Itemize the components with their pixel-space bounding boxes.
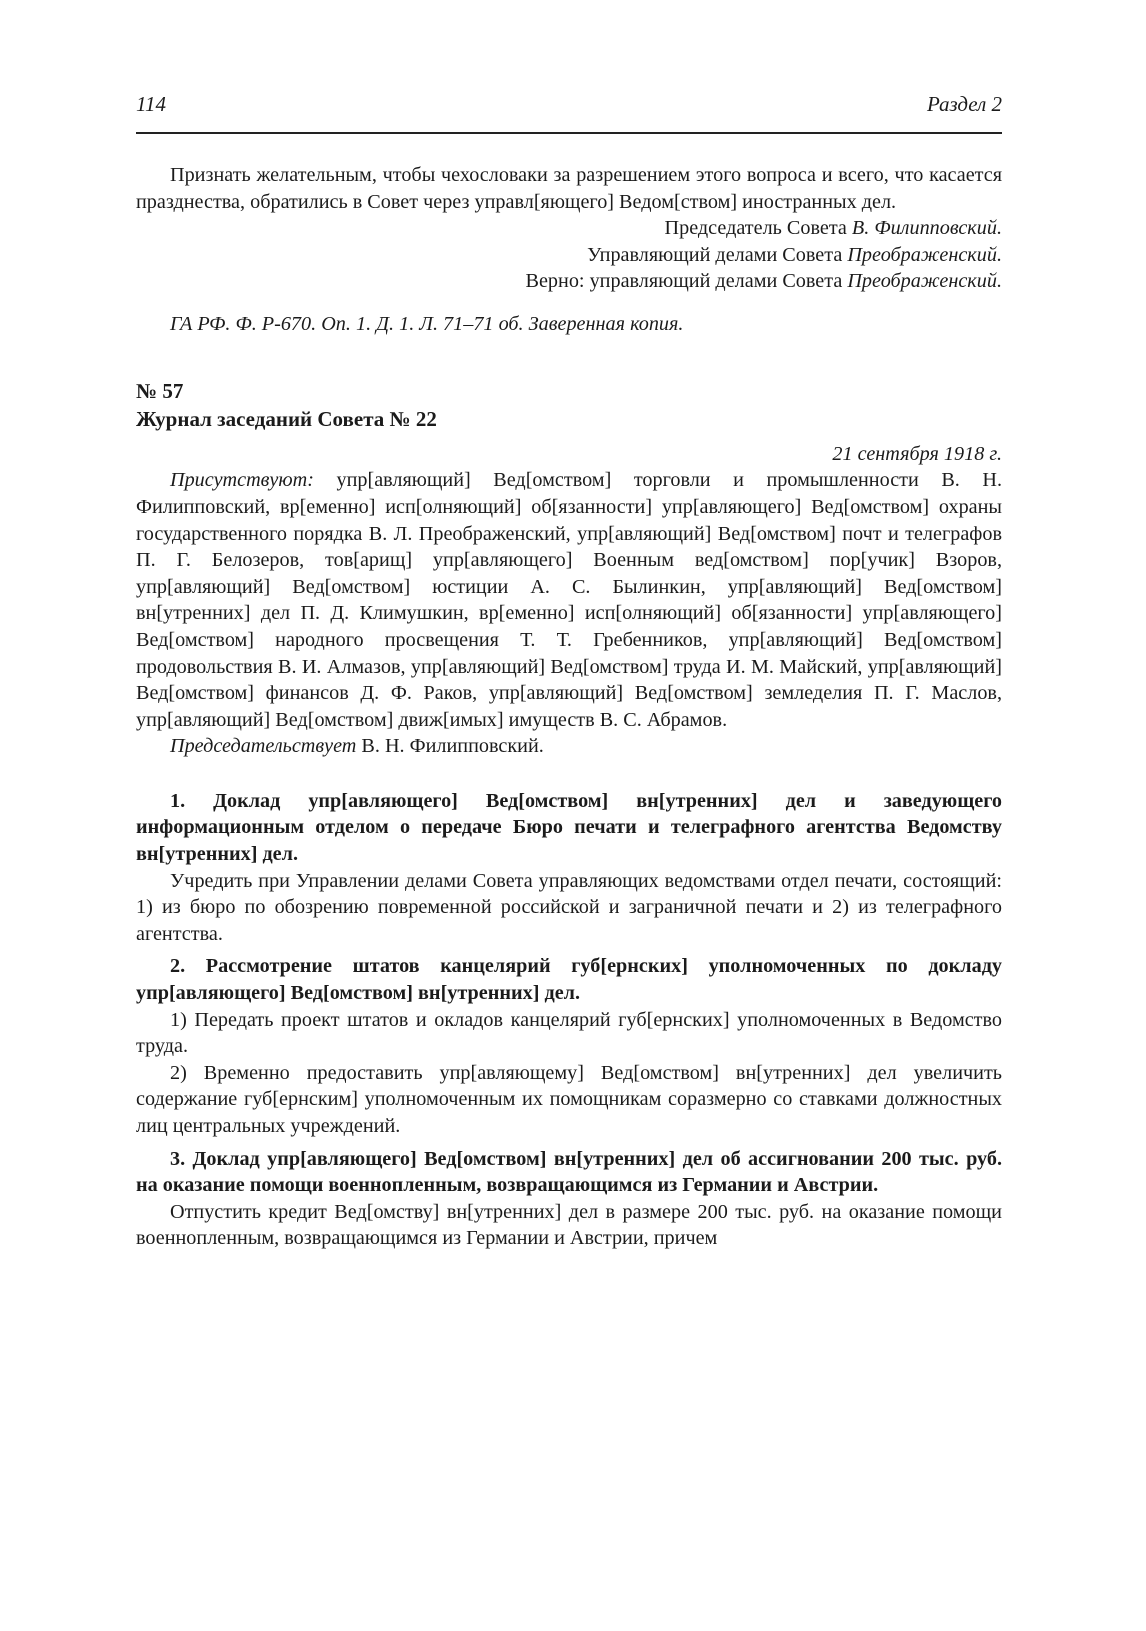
- signature-line: Председатель Совета В. Филипповский.: [664, 217, 1002, 240]
- agenda-item: [136, 953, 1002, 1139]
- document-number: № 57: [136, 378, 184, 403]
- resolution-paragraph: 2) Временно предоставить упр[авляющему] Вед[омством] вн[утренних] дел увеличить содержание губ[ернским] уполномоченным их помощникам соразмерно со ставками должностных лиц центральных учреждений.: [136, 1061, 1002, 1137]
- chair-name: В. Н. Филипповский.: [361, 735, 544, 758]
- chair-label: Председательствует: [170, 735, 357, 758]
- agenda-item: [136, 1146, 1002, 1252]
- document-title: Журнал заседаний Совета № 22: [136, 407, 437, 432]
- attendees-paragraph: [136, 467, 1002, 733]
- resolution-paragraph: 1) Передать проект штатов и окладов канцелярий губ[ернских] уполномоченных в Ведомство труда.: [136, 1008, 1002, 1058]
- chair-paragraph: [136, 733, 1002, 760]
- document-date: 21 сентября 1918 г.: [832, 442, 1002, 465]
- running-header: [136, 88, 1002, 134]
- signature-line: Управляющий делами Совета Преображенский.: [587, 243, 1002, 266]
- attendees-label: Присутствуют:: [170, 469, 314, 492]
- agenda-heading: 1. Доклад упр[авляющего] Вед[омством] вн[утренних] дел и заведующего информационным отделом о передаче Бюро печати и телеграфного агентства Ведомству вн[утренних] дел.: [136, 789, 1002, 866]
- intro-paragraph: Признать желательным, чтобы чехословаки за разрешением этого вопроса и всего, что касается празднества, обратились в Совет через управл[яющего] Ведом[ством] иностранных дел.: [136, 164, 1002, 213]
- agenda-item: [136, 788, 1002, 948]
- archive-citation: ГА РФ. Ф. Р-670. Оп. 1. Д. 1. Л. 71–71 об. Заверенная копия.: [170, 312, 684, 335]
- page-content: [136, 162, 1002, 1252]
- book-page: [136, 0, 1002, 1631]
- signature-line: Верно: управляющий делами Совета Преображенский.: [525, 270, 1002, 293]
- resolution-paragraph: Учредить при Управлении делами Совета управляющих ведомствами отдел печати, состоящий: 1) из бюро по обозрению повременной российской и заграничной печати и 2) из телеграфного агентства.: [136, 869, 1002, 945]
- agenda-heading: 2. Рассмотрение штатов канцелярий губ[ернских] уполномоченных по докладу упр[авляющего] Вед[омством] вн[утренних] дел.: [136, 955, 1002, 1005]
- agenda-heading: 3. Доклад упр[авляющего] Вед[омством] вн[утренних] дел об ассигновании 200 тыс. руб. на оказание помощи военнопленным, возвращающимся из Германии и Австрии.: [136, 1147, 1002, 1197]
- page-number: 114: [136, 92, 166, 116]
- attendees-list: упр[авляющий] Вед[омством] торговли и промышленности В. Н. Филипповский, вр[еменно] исп[олняющий] об[язанности] упр[авляющего] Вед[омством] охраны государственного порядка В. Л. Преображенский, упр[авляющий] Вед[омством] почт и телеграфов П. Г. Белозеров, тов[арищ] упр[авляющего] Военным вед[омством] пор[учик] Взоров, упр[авляющий] Вед[омством] юстиции А. С. Былинкин, упр[авляющий] Вед[омством] вн[утренних] дел П. Д. Климушкин, вр[еменно] исп[олняющий] об[язанности] упр[авляющего] Вед[омством] народного просвещения Т. Т. Гребенников, упр[авляющий] Вед[омством] продовольствия В. И. Алмазов, упр[авляющий] Вед[омством] труда И. М. Майский, упр[авляющий] Вед[омством] финансов Д. Ф. Раков, упр[авляющий] Вед[омством] земледелия П. Г. Маслов, упр[авляющий] Вед[омством] движ[имых] имуществ В. С. Абрамов.: [136, 469, 1002, 731]
- section-title: Раздел 2: [926, 92, 1002, 116]
- resolution-paragraph: Отпустить кредит Вед[омству] вн[утренних] дел в размере 200 тыс. руб. на оказание помощи военнопленным, возвращающимся из Германии и Австрии, причем: [136, 1200, 1002, 1250]
- signature-block: [136, 215, 1002, 295]
